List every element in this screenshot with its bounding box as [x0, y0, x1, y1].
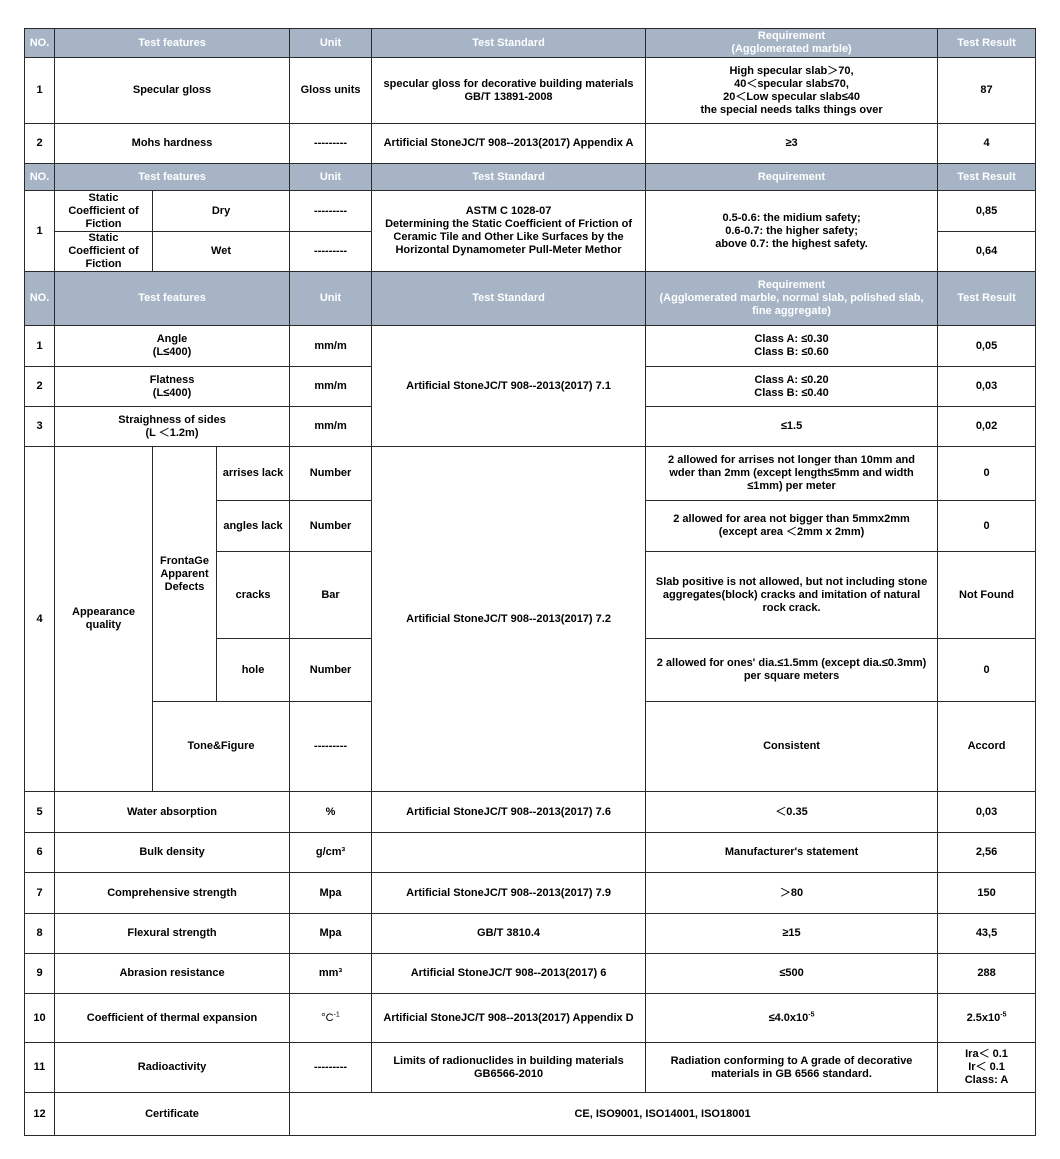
test-results-table [24, 28, 1036, 1136]
row-result: 0,64 [938, 232, 1036, 272]
header-test-result: Test Result [938, 272, 1036, 326]
row-result: 0,85 [938, 191, 1036, 232]
row-no: 1 [25, 326, 55, 367]
row-result: 0 [938, 639, 1036, 702]
row-unit: mm³ [290, 954, 372, 994]
row-standard [372, 833, 646, 873]
table-row [25, 124, 1036, 164]
row-unit: Gloss units [290, 58, 372, 124]
row-standard: Artificial StoneJC/T 908--2013(2017) 7.9 [372, 873, 646, 914]
row-feature: Mohs hardness [55, 124, 290, 164]
row-no: 1 [25, 191, 55, 272]
row-unit: Mpa [290, 914, 372, 954]
row-requirement: ＞80 [646, 873, 938, 914]
row-result: 150 [938, 873, 1036, 914]
header-test-features: Test features [55, 164, 290, 191]
header-no: NO. [25, 164, 55, 191]
table-row [25, 1093, 1036, 1136]
row-requirement: ≤500 [646, 954, 938, 994]
defect-name: arrises lack [217, 447, 290, 501]
row-no: 10 [25, 994, 55, 1043]
row-standard: Artificial StoneJC/T 908--2013(2017) 7.2 [372, 447, 646, 792]
table-row [25, 954, 1036, 994]
header-unit: Unit [290, 164, 372, 191]
row-requirement [646, 994, 938, 1043]
row-requirement: 2 allowed for ones' dia.≤1.5mm (except dia.≤0.3mm) per square meters [646, 639, 938, 702]
row-unit: --------- [290, 702, 372, 792]
row-feature: Certificate [55, 1093, 290, 1136]
row-requirement: 2 allowed for arrises not longer than 10mm and wder than 2mm (except length≤5mm and width ≤1mm) per meter [646, 447, 938, 501]
friction-label: Static Coefficient of Fiction [55, 232, 153, 272]
header-requirement: Requirement (Agglomerated marble, normal slab, polished slab, fine aggregate) [646, 272, 938, 326]
row-feature: Bulk density [55, 833, 290, 873]
row-no: 11 [25, 1043, 55, 1093]
table-row [25, 191, 1036, 232]
row-unit: mm/m [290, 367, 372, 407]
table-row [25, 1043, 1036, 1093]
defect-name: angles lack [217, 501, 290, 552]
header-test-result: Test Result [938, 29, 1036, 58]
row-requirement: Consistent [646, 702, 938, 792]
defect-name: hole [217, 639, 290, 702]
row-standard: GB/T 3810.4 [372, 914, 646, 954]
row-no: 5 [25, 792, 55, 833]
table-row [25, 58, 1036, 124]
row-no: 2 [25, 124, 55, 164]
row-unit: mm/m [290, 326, 372, 367]
row-unit: --------- [290, 1043, 372, 1093]
row-standard: Artificial StoneJC/T 908--2013(2017) 7.1 [372, 326, 646, 447]
row-no: 8 [25, 914, 55, 954]
row-standard: Artificial StoneJC/T 908--2013(2017) Appendix D [372, 994, 646, 1043]
row-feature: Radioactivity [55, 1043, 290, 1093]
table-row [25, 326, 1036, 367]
row-standard: Artificial StoneJC/T 908--2013(2017) 7.6 [372, 792, 646, 833]
row-no: 4 [25, 447, 55, 792]
unit-exponent: -1 [333, 1010, 340, 1018]
header-unit: Unit [290, 272, 372, 326]
row-result: 2,56 [938, 833, 1036, 873]
row-standard: Limits of radionuclides in building materials GB6566-2010 [372, 1043, 646, 1093]
row-result: 0,05 [938, 326, 1036, 367]
row-requirement: ≥3 [646, 124, 938, 164]
row-feature: Specular gloss [55, 58, 290, 124]
row-unit: mm/m [290, 407, 372, 447]
row-feature: Angle (L≤400) [55, 326, 290, 367]
tone-figure-label: Tone&Figure [153, 702, 290, 792]
section1-header-row [25, 29, 1036, 58]
header-test-result: Test Result [938, 164, 1036, 191]
row-result: 87 [938, 58, 1036, 124]
row-requirement: ≥15 [646, 914, 938, 954]
row-result: 43,5 [938, 914, 1036, 954]
header-requirement: Requirement (Agglomerated marble) [646, 29, 938, 58]
table-row [25, 792, 1036, 833]
row-requirement: Manufacturer's statement [646, 833, 938, 873]
row-result: 0,03 [938, 792, 1036, 833]
row-feature: Comprehensive strength [55, 873, 290, 914]
defect-name: cracks [217, 552, 290, 639]
row-feature: Water absorption [55, 792, 290, 833]
row-unit: g/cm³ [290, 833, 372, 873]
appearance-quality-label: Appearance quality [55, 447, 153, 792]
section3-header-row [25, 272, 1036, 326]
row-no: 6 [25, 833, 55, 873]
row-standard: Artificial StoneJC/T 908--2013(2017) 6 [372, 954, 646, 994]
header-test-standard: Test Standard [372, 272, 646, 326]
result-exponent: -5 [1000, 1010, 1007, 1018]
frontage-defects-label: FrontaGe Apparent Defects [153, 447, 217, 702]
row-no: 7 [25, 873, 55, 914]
header-test-features: Test features [55, 29, 290, 58]
table-row [25, 873, 1036, 914]
row-unit: --------- [290, 232, 372, 272]
header-test-features: Test features [55, 272, 290, 326]
row-requirement: ≤1.5 [646, 407, 938, 447]
header-unit: Unit [290, 29, 372, 58]
row-feature: Straighness of sides (L ＜1.2m) [55, 407, 290, 447]
row-requirement: 0.5-0.6: the midium safety; 0.6-0.7: the higher safety; above 0.7: the highest safety. [646, 191, 938, 272]
row-standard: specular gloss for decorative building materials GB/T 13891-2008 [372, 58, 646, 124]
header-test-standard: Test Standard [372, 29, 646, 58]
header-requirement: Requirement [646, 164, 938, 191]
friction-condition-wet: Wet [153, 232, 290, 272]
row-no: 1 [25, 58, 55, 124]
row-result: Accord [938, 702, 1036, 792]
row-result: 0,02 [938, 407, 1036, 447]
row-unit: % [290, 792, 372, 833]
row-unit: Mpa [290, 873, 372, 914]
row-feature: Flexural strength [55, 914, 290, 954]
header-test-standard: Test Standard [372, 164, 646, 191]
row-no: 2 [25, 367, 55, 407]
friction-condition-dry: Dry [153, 191, 290, 232]
table-row [25, 914, 1036, 954]
row-requirement: Radiation conforming to A grade of decorative materials in GB 6566 standard. [646, 1043, 938, 1093]
requirement-exponent: -5 [808, 1010, 815, 1018]
unit-base: °C [321, 1011, 334, 1024]
row-unit: Number [290, 639, 372, 702]
row-no: 3 [25, 407, 55, 447]
row-unit [290, 994, 372, 1043]
header-no: NO. [25, 272, 55, 326]
row-requirement: High specular slab＞70, 40＜specular slab≤70, 20＜Low specular slab≤40 the special needs talks things over [646, 58, 938, 124]
row-requirement: 2 allowed for area not bigger than 5mmx2mm (except area ＜2mm x 2mm) [646, 501, 938, 552]
requirement-base: ≤4.0x10 [768, 1011, 809, 1024]
row-feature: Abrasion resistance [55, 954, 290, 994]
row-unit: --------- [290, 191, 372, 232]
row-result: 0 [938, 501, 1036, 552]
row-unit: Number [290, 447, 372, 501]
row-requirement: Class A: ≤0.30 Class B: ≤0.60 [646, 326, 938, 367]
row-unit: --------- [290, 124, 372, 164]
row-no: 12 [25, 1093, 55, 1136]
table-row [25, 994, 1036, 1043]
row-result: Ira＜ 0.1 Ir＜ 0.1 Class: A [938, 1043, 1036, 1093]
row-unit: Number [290, 501, 372, 552]
table-row [25, 447, 1036, 501]
result-base: 2.5x10 [966, 1011, 1001, 1024]
row-feature: Flatness (L≤400) [55, 367, 290, 407]
row-result: 0,03 [938, 367, 1036, 407]
row-standard: ASTM C 1028-07 Determining the Static Coefficient of Friction of Ceramic Tile and Other Like Surfaces by the Horizontal Dynamometer Pull-Meter Methor [372, 191, 646, 272]
row-result: 288 [938, 954, 1036, 994]
row-no: 9 [25, 954, 55, 994]
row-result: 4 [938, 124, 1036, 164]
row-result: 0 [938, 447, 1036, 501]
row-result [938, 994, 1036, 1043]
section2-header-row [25, 164, 1036, 191]
certificate-list: CE, ISO9001, ISO14001, ISO18001 [290, 1093, 1036, 1136]
friction-label: Static Coefficient of Fiction [55, 191, 153, 232]
row-result: Not Found [938, 552, 1036, 639]
row-requirement: Slab positive is not allowed, but not including stone aggregates(block) cracks and imitation of natural rock crack. [646, 552, 938, 639]
row-standard: Artificial StoneJC/T 908--2013(2017) Appendix A [372, 124, 646, 164]
row-feature: Coefficient of thermal expansion [55, 994, 290, 1043]
row-requirement: Class A: ≤0.20 Class B: ≤0.40 [646, 367, 938, 407]
row-requirement: ＜0.35 [646, 792, 938, 833]
table-row [25, 833, 1036, 873]
row-unit: Bar [290, 552, 372, 639]
header-no: NO. [25, 29, 55, 58]
